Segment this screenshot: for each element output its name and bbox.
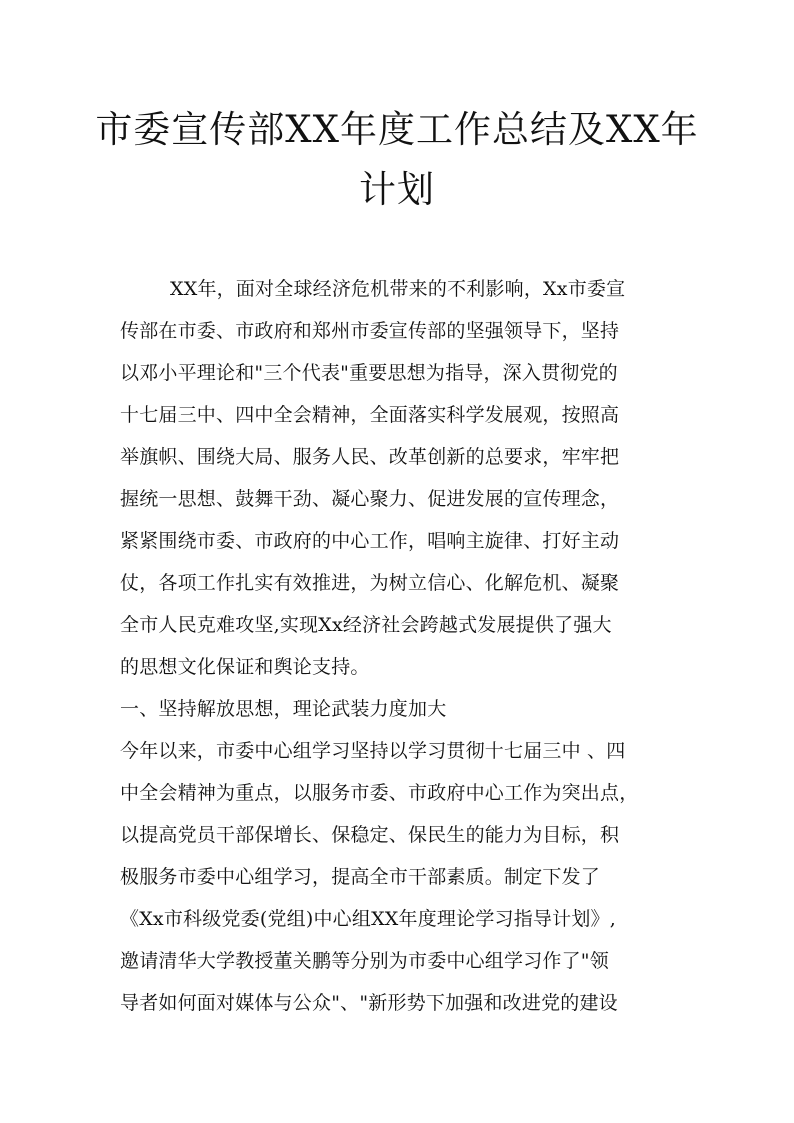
document-title-line-2: 计划 — [359, 168, 435, 211]
body-line: 的思想文化保证和舆论支持。 — [120, 656, 370, 678]
body-line: 中全会精神为重点，以服务市委、市政府中心工作为突出点， — [120, 782, 639, 804]
body-line: 《Xx市科级党委(党组)中心组XX年度理论学习指导计划》, — [120, 908, 616, 930]
body-line: 传部在市委、市政府和郑州市委宣传部的坚强领导下，坚持 — [120, 320, 620, 342]
body-line: 今年以来，市委中心组学习坚持以学习贯彻十七届三中 、四 — [120, 740, 626, 762]
body-line: 导者如何面对媒体与公众"、"新形势下加强和改进党的建设 — [120, 992, 618, 1014]
body-line: 以邓小平理论和"三个代表"重要思想为指导，深入贯彻党的 — [120, 362, 618, 384]
body-line: 握统一思想、鼓舞干劲、凝心聚力、促进发展的宣传理念， — [120, 488, 620, 510]
body-line: 紧紧围绕市委、市政府的中心工作，唱响主旋律、打好主动 — [120, 530, 620, 552]
body-line: 邀请清华大学教授董关鹏等分别为市委中心组学习作了"领 — [120, 950, 609, 972]
body-line: 十七届三中、四中全会精神，全面落实科学发展观，按照高 — [120, 404, 620, 426]
body-line: XX年，面对全球经济危机带来的不利影响，Xx市委宣 — [170, 278, 626, 300]
body-line: 仗，各项工作扎实有效推进，为树立信心、化解危机、凝聚 — [120, 572, 620, 594]
document-body — [120, 268, 700, 1024]
body-line: 全市人民克难攻坚,实现Xx经济社会跨越式发展提供了强大 — [120, 614, 612, 636]
body-line: 极服务市委中心组学习，提高全市干部素质。制定下发了 — [120, 866, 601, 888]
section-heading: 一、坚持解放思想，理论武装力度加大 — [120, 698, 447, 720]
document-title-line-1: 市委宣传部XX年度工作总结及XX年 — [95, 108, 699, 151]
body-line: 举旗帜、围绕大局、服务人民、改革创新的总要求，牢牢把 — [120, 446, 620, 468]
body-line: 以提高党员干部保增长、保稳定、保民生的能力为目标，积 — [120, 824, 620, 846]
